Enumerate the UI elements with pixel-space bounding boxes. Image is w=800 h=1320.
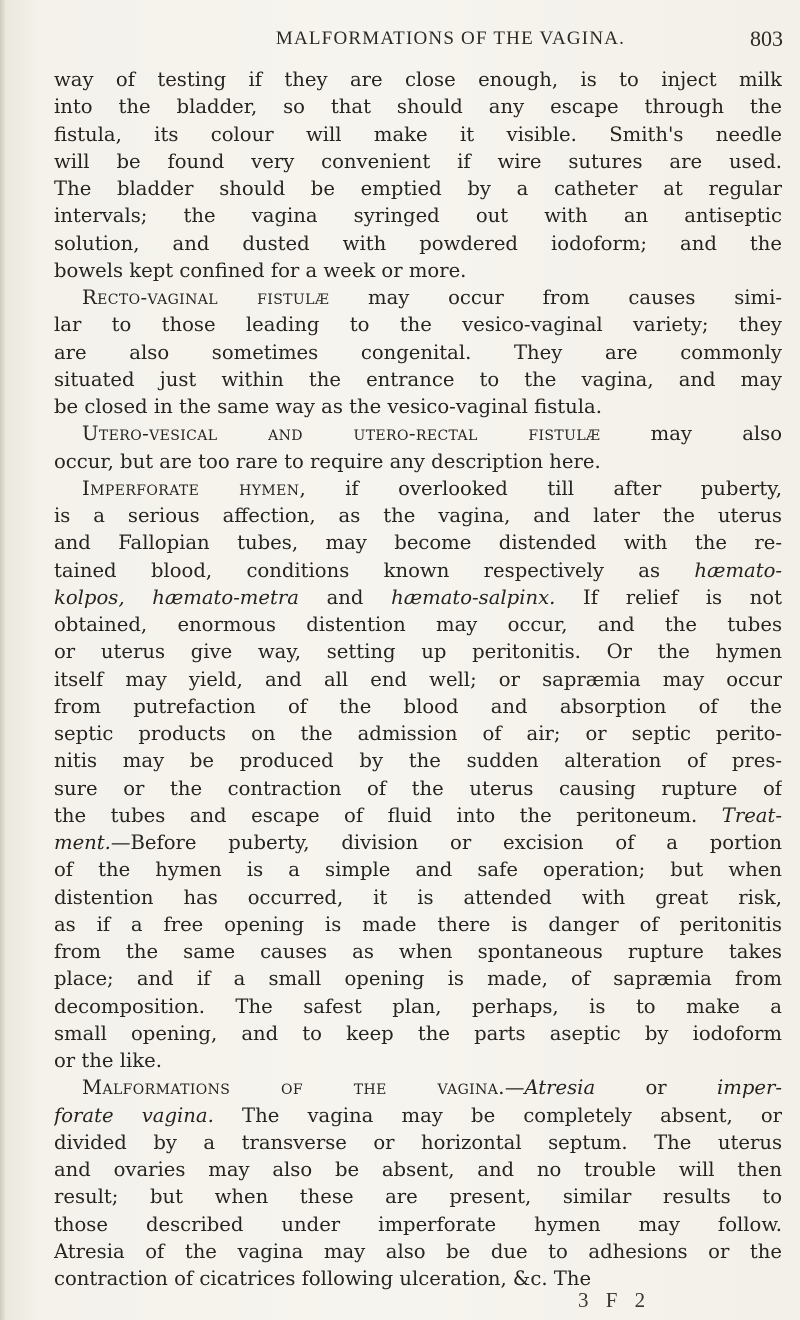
text-run: and ovaries may also be absent, and no trouble will then	[54, 1158, 782, 1181]
text-line	[54, 1074, 782, 1101]
text-run: those described under imperforate hymen may follow.	[54, 1212, 782, 1236]
italic-term: hæmato-	[694, 558, 782, 582]
italic-term: forate vagina.	[54, 1103, 214, 1127]
text-run: The bladder should be emptied by a catheter at regular	[54, 177, 782, 200]
text-run: nitis may be produced by the sudden alteration of pres-	[54, 749, 782, 773]
text-run: result; but when these are present, similar results to	[54, 1185, 782, 1209]
text-line	[54, 257, 782, 284]
text-line	[54, 448, 782, 475]
text-run: may also	[600, 422, 782, 446]
italic-term: hæmato-salpinx.	[391, 585, 556, 609]
text-line	[54, 693, 782, 720]
text-line	[54, 529, 782, 556]
text-line	[54, 1211, 782, 1238]
text-run: and Fallopian tubes, may become distended with the re-	[54, 531, 782, 555]
text-line	[54, 611, 782, 638]
text-line	[54, 638, 782, 665]
text-run: sure or the contraction of the uterus causing rupture of	[54, 776, 782, 800]
text-line	[54, 339, 782, 366]
text-line	[54, 66, 782, 93]
text-run: bowels kept confined for a week or more.	[54, 258, 467, 282]
text-line	[54, 938, 782, 965]
text-line	[54, 475, 782, 502]
text-line	[54, 911, 782, 938]
text-line	[54, 230, 782, 257]
text-line	[54, 502, 782, 529]
text-run: solution, and dusted with powdered iodoform; and the	[54, 231, 782, 255]
text-line	[54, 720, 782, 747]
italic-term: kolpos, hæmato-metra	[54, 585, 299, 609]
text-run: Atresia of the vagina may also be due to adhesions or the	[54, 1239, 782, 1263]
text-run: may occur from causes simi-	[329, 286, 782, 309]
italic-term: Treat-	[721, 803, 782, 827]
text-line	[54, 802, 782, 829]
text-line	[54, 1020, 782, 1047]
text-line	[54, 584, 782, 611]
italic-term: imper-	[717, 1076, 782, 1100]
text-line	[54, 747, 782, 774]
text-line	[54, 1102, 782, 1129]
text-line	[54, 775, 782, 802]
italic-term: Atresia	[524, 1076, 596, 1100]
text-line	[54, 993, 782, 1020]
text-run: from putrefaction of the blood and absorption of the	[54, 694, 782, 718]
text-run: distention has occurred, it is attended with great risk,	[54, 885, 782, 909]
text-line	[54, 420, 782, 447]
small-caps-heading: Recto-vaginal fistulæ	[82, 286, 330, 309]
small-caps-heading: Malformations of the vagina.	[82, 1076, 505, 1100]
text-line	[54, 202, 782, 229]
text-line	[54, 965, 782, 992]
page-header	[118, 22, 783, 56]
text-run: into the bladder, so that should any escape through the	[54, 95, 782, 119]
text-run: If relief is not	[555, 585, 782, 609]
text-run: or uterus give way, setting up peritonitis. Or the hymen	[54, 640, 782, 664]
text-run: from the same causes as when spontaneous rupture takes	[54, 940, 782, 963]
text-line	[54, 1156, 782, 1183]
text-run: obtained, enormous distention may occur, and the tubes	[54, 613, 782, 636]
text-line	[54, 1265, 782, 1292]
text-line	[54, 93, 782, 120]
text-line	[54, 666, 782, 693]
text-run: be closed in the same way as the vesico-vaginal fistula.	[54, 395, 602, 418]
text-line	[54, 1238, 782, 1265]
text-line	[54, 121, 782, 148]
text-run: will be found very convenient if wire sutures are used.	[54, 149, 782, 173]
text-run: way of testing if they are close enough, is to inject milk	[54, 68, 782, 91]
text-run: or the like.	[54, 1049, 162, 1072]
text-line	[54, 557, 782, 584]
text-run: The vagina may be completely absent, or	[213, 1103, 782, 1127]
text-line	[54, 393, 782, 420]
text-line	[54, 284, 782, 311]
text-run: tained blood, conditions known respectively as	[54, 558, 695, 582]
text-run: intervals; the vagina syringed out with an antiseptic	[54, 204, 782, 228]
small-caps-heading: Imperforate hymen	[82, 476, 300, 500]
text-run: of the hymen is a simple and safe operation; but when	[54, 858, 782, 882]
text-run: itself may yield, and all end well; or sapræmia may occur	[54, 667, 782, 691]
italic-term: ment.	[54, 831, 111, 854]
body-text	[54, 66, 782, 1292]
text-run: decomposition. The safest plan, perhaps, is to make a	[54, 994, 782, 1018]
text-line	[54, 856, 782, 883]
text-line	[54, 311, 782, 338]
text-run: situated just within the entrance to the vagina, and may	[54, 367, 782, 391]
text-run: is a serious affection, as the vagina, and later the uterus	[54, 504, 782, 527]
page-number: 803	[750, 26, 783, 51]
text-run: divided by a transverse or horizontal septum. The uterus	[54, 1130, 782, 1154]
page-binding-edge	[0, 0, 6, 1320]
text-run: septic products on the admission of air; or septic perito-	[54, 722, 782, 745]
text-line	[54, 1183, 782, 1210]
text-run: and	[298, 585, 392, 609]
text-run: small opening, and to keep the parts aseptic by iodoform	[54, 1021, 782, 1045]
text-run: are also sometimes congenital. They are commonly	[54, 340, 782, 364]
printer-signature-mark: 3 F 2	[578, 1288, 652, 1312]
text-run: lar to those leading to the vesico-vaginal variety; they	[54, 313, 782, 337]
text-run: or	[595, 1076, 718, 1100]
text-run: occur, but are too rare to require any description here.	[54, 449, 601, 473]
text-line	[54, 148, 782, 175]
text-run: —	[504, 1076, 525, 1100]
text-line	[54, 366, 782, 393]
text-run: place; and if a small opening is made, of sapræmia from	[54, 967, 782, 991]
text-line	[54, 1129, 782, 1156]
text-run: , if overlooked till after puberty,	[299, 476, 782, 500]
text-run: the tubes and escape of fluid into the peritoneum.	[54, 803, 722, 827]
text-run: —Before puberty, division or excision of a portion	[110, 831, 782, 854]
small-caps-heading: Utero-vesical and utero-rectal fistulæ	[82, 422, 601, 446]
running-title: MALFORMATIONS OF THE VAGINA.	[275, 28, 626, 49]
text-run: as if a free opening is made there is danger of peritonitis	[54, 912, 782, 936]
text-line	[54, 1047, 782, 1074]
text-run: contraction of cicatrices following ulceration, &c. The	[54, 1267, 592, 1290]
text-line	[54, 884, 782, 911]
text-run: fistula, its colour will make it visible. Smith's needle	[54, 122, 782, 146]
text-line	[54, 829, 782, 856]
text-line	[54, 175, 782, 202]
